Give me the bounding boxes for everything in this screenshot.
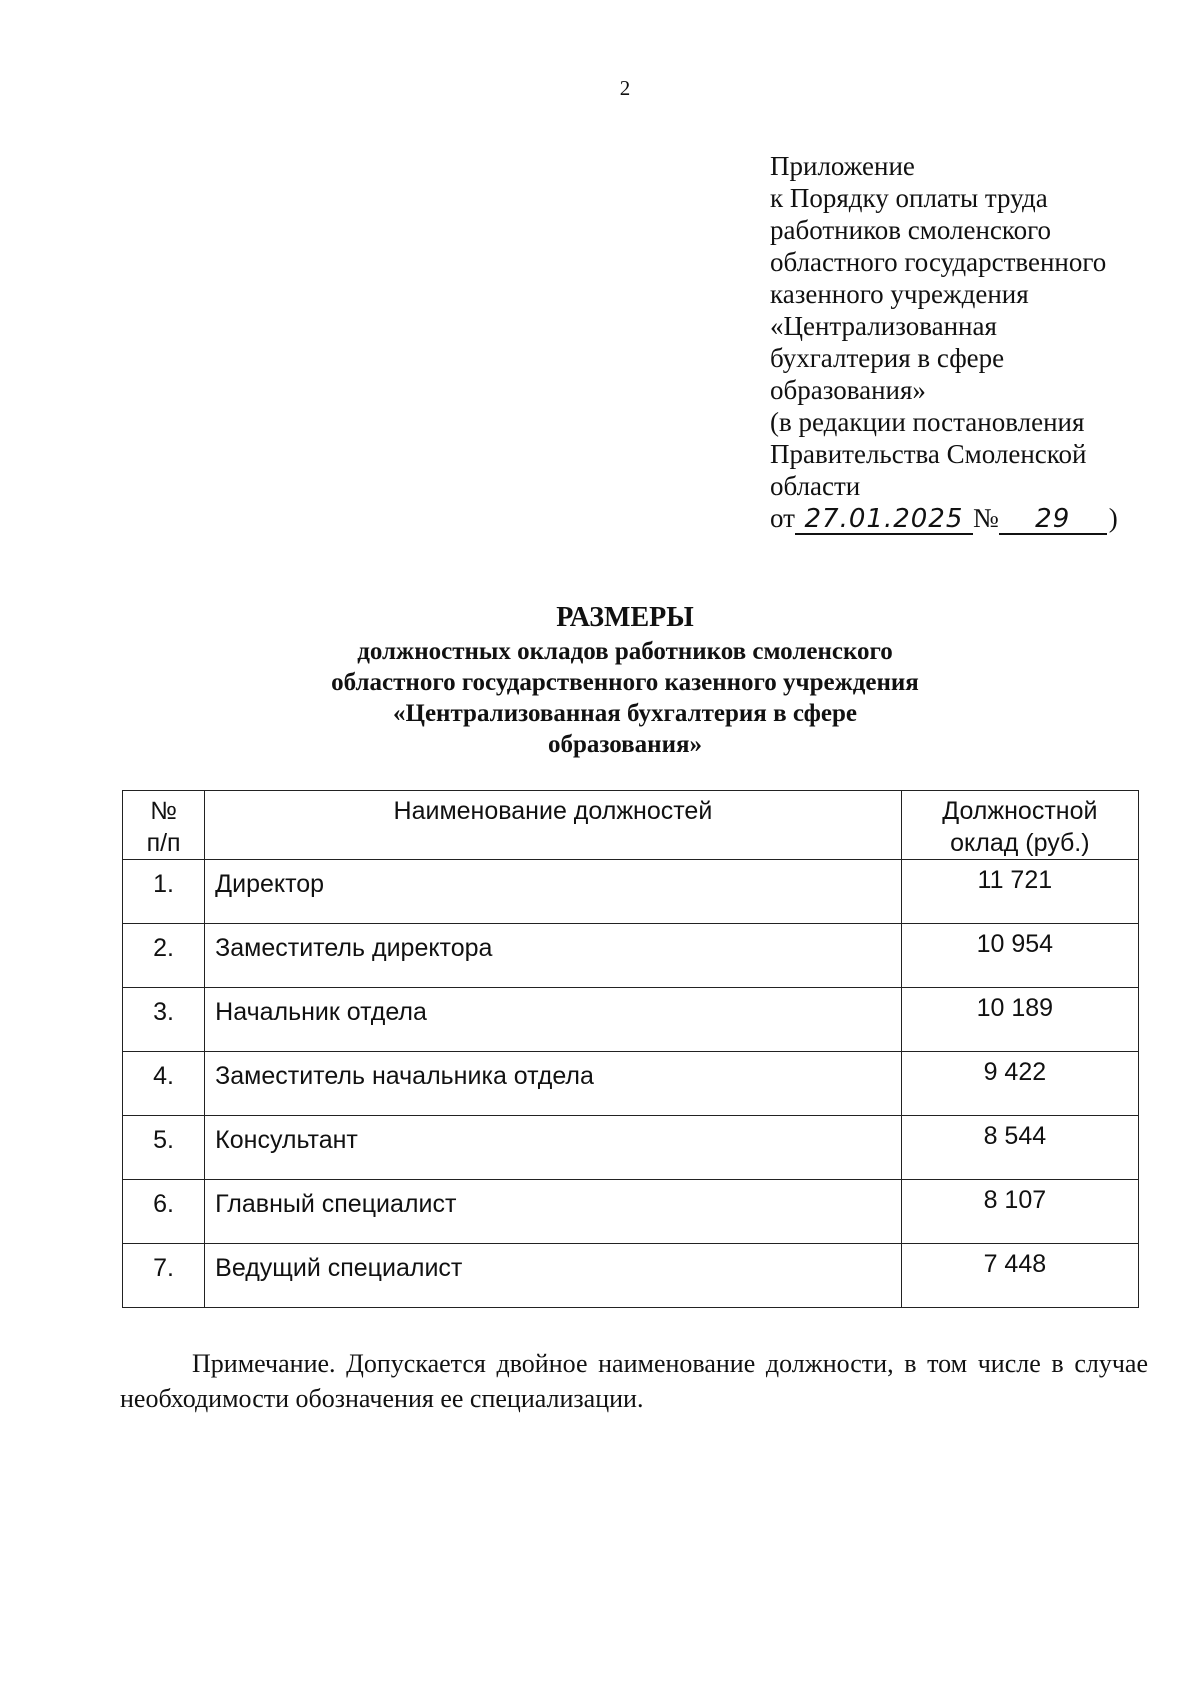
appendix-line: Приложение [770,151,915,181]
row-number: 1. [123,860,205,924]
row-position: Заместитель директора [205,924,902,988]
header-salary [901,791,1138,860]
resolution-reference-line [770,502,1170,535]
header-number-line2: п/п [146,829,181,857]
handwritten-date: 27.01.2025 [795,505,973,535]
row-number: 3. [123,988,205,1052]
header-number [123,791,205,860]
header-salary-line2: оклад (руб.) [950,829,1090,857]
table-row [123,1180,1139,1244]
row-salary: 10 189 [901,988,1138,1052]
close-paren: ) [1108,503,1118,533]
row-number: 5. [123,1116,205,1180]
appendix-line: областного государственного [770,247,1107,277]
table-row [123,924,1139,988]
appendix-block [770,150,1170,535]
appendix-line: «Централизованная [770,311,997,341]
row-number: 4. [123,1052,205,1116]
heading-subtitle-line: должностных окладов работников смоленского [357,638,893,665]
row-salary: 11 721 [901,860,1138,924]
heading-subtitle-line: образования» [547,731,703,758]
row-position: Консультант [205,1116,902,1180]
handwritten-number: 29 [999,505,1107,535]
number-label: № [972,503,999,533]
appendix-line: казенного учреждения [770,279,1029,309]
appendix-line: образования» [770,375,926,405]
salary-table [122,790,1139,1308]
row-salary: 8 107 [901,1180,1138,1244]
table-row [123,988,1139,1052]
header-number-line1: № [150,797,177,825]
appendix-line: Правительства Смоленской [770,439,1087,469]
table-header-row [123,791,1139,860]
row-salary: 8 544 [901,1116,1138,1180]
row-position: Ведущий специалист [205,1244,902,1308]
row-number: 7. [123,1244,205,1308]
appendix-line: работников смоленского [770,215,1052,245]
appendix-line: области [770,471,861,501]
table-row [123,860,1139,924]
row-position: Директор [205,860,902,924]
appendix-line: (в редакции постановления [770,407,1085,437]
heading-subtitle-line: областного государственного казенного учреждения [331,669,919,696]
row-salary: 7 448 [901,1244,1138,1308]
row-number: 2. [123,924,205,988]
table-row [123,1244,1139,1308]
page-number: 2 [619,76,631,100]
header-position-name: Наименование должностей [205,791,902,860]
from-label: от [770,503,795,533]
document-heading [0,600,1200,760]
header-salary-line1: Должностной [942,797,1098,825]
row-salary: 10 954 [901,924,1138,988]
row-position: Главный специалист [205,1180,902,1244]
note-paragraph: Примечание. Допускается двойное наименование должности, в том числе в случае необходимости обозначения ее специализации. [120,1349,1148,1413]
row-position: Начальник отдела [205,988,902,1052]
row-position: Заместитель начальника отдела [205,1052,902,1116]
appendix-line: к Порядку оплаты труда [770,183,1048,213]
appendix-line: бухгалтерия в сфере [770,343,1005,373]
heading-title: РАЗМЕРЫ [556,602,694,633]
table-row [123,1116,1139,1180]
heading-subtitle-line: «Централизованная бухгалтерия в сфере [393,700,857,727]
row-salary: 9 422 [901,1052,1138,1116]
row-number: 6. [123,1180,205,1244]
table-row [123,1052,1139,1116]
